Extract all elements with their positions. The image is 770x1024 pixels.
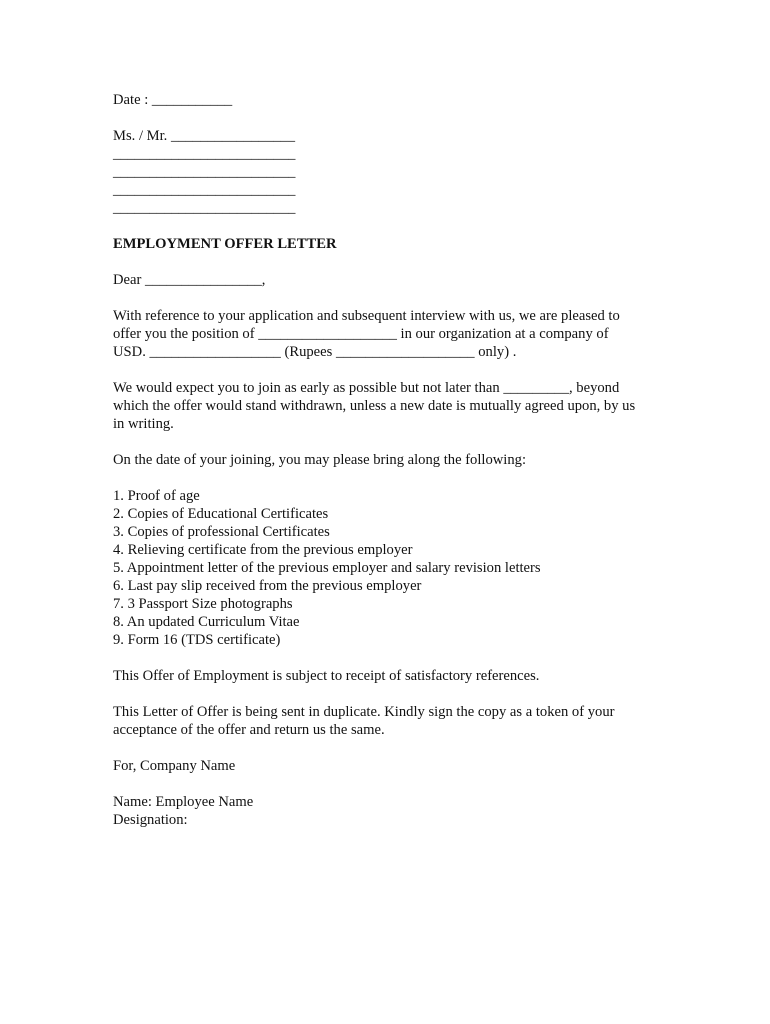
spacer [113, 433, 653, 451]
documents-list [113, 487, 653, 649]
list-item: 5. Appointment letter of the previous employer and salary revision letters [113, 560, 541, 576]
list-item: 3. Copies of professional Certificates [113, 524, 330, 540]
spacer [113, 685, 653, 703]
references-paragraph: This Offer of Employment is subject to receipt of satisfactory references. [113, 668, 540, 684]
list-item: 8. An updated Curriculum Vitae [113, 614, 300, 630]
paragraph-line: We would expect you to join as early as possible but not later than _________, beyond [113, 380, 620, 396]
list-item: 9. Form 16 (TDS certificate) [113, 632, 281, 648]
paragraph-line: in writing. [113, 416, 174, 432]
recipient-address-line: _________________________ [113, 182, 296, 198]
recipient-address-block [113, 127, 653, 217]
paragraph-line: acceptance of the offer and return us the same. [113, 722, 385, 738]
spacer [113, 253, 653, 271]
list-item: 2. Copies of Educational Certificates [113, 506, 329, 522]
spacer [113, 739, 653, 757]
spacer [113, 361, 653, 379]
intro-paragraph [113, 307, 653, 361]
paragraph-line: USD. __________________ (Rupees ___________________ only) . [113, 344, 517, 360]
salutation: Dear ________________, [113, 272, 266, 288]
spacer [113, 217, 653, 235]
spacer [113, 469, 653, 487]
paragraph-line: offer you the position of ___________________ in our organization at a company of [113, 326, 609, 342]
paragraph-line: With reference to your application and subsequent interview with us, we are pleased to [113, 308, 620, 324]
joining-paragraph [113, 379, 653, 433]
offer-letter-document [113, 91, 653, 829]
signoff: For, Company Name [113, 758, 236, 774]
paragraph-line: This Letter of Offer is being sent in duplicate. Kindly sign the copy as a token of your [113, 704, 615, 720]
list-item: 4. Relieving certificate from the previous employer [113, 542, 413, 558]
spacer [113, 775, 653, 793]
employee-name-line: Name: Employee Name [113, 794, 254, 810]
spacer [113, 649, 653, 667]
letter-title: EMPLOYMENT OFFER LETTER [113, 236, 337, 252]
designation-line: Designation: [113, 812, 188, 828]
spacer [113, 109, 653, 127]
recipient-name-line: Ms. / Mr. _________________ [113, 128, 296, 144]
list-item: 7. 3 Passport Size photographs [113, 596, 293, 612]
duplicate-paragraph [113, 703, 653, 739]
recipient-address-line: _________________________ [113, 146, 296, 162]
list-item: 1. Proof of age [113, 488, 200, 504]
paragraph-line: which the offer would stand withdrawn, unless a new date is mutually agreed upon, by us [113, 398, 636, 414]
recipient-address-line: _________________________ [113, 164, 296, 180]
bring-along-intro: On the date of your joining, you may please bring along the following: [113, 452, 527, 468]
list-item: 6. Last pay slip received from the previous employer [113, 578, 422, 594]
spacer [113, 289, 653, 307]
date-line: Date : ___________ [113, 92, 233, 108]
recipient-address-line: _________________________ [113, 200, 296, 216]
